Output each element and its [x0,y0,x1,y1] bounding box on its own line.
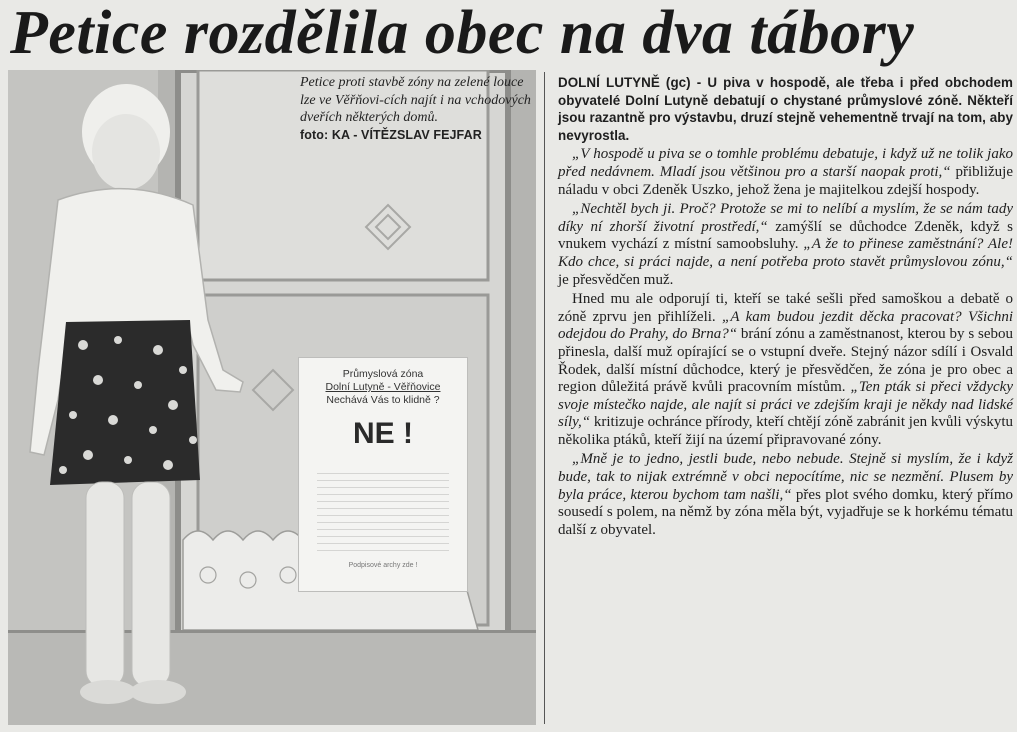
text: je přesvědčen muž. [558,271,674,288]
article-body [558,74,1013,539]
column-divider [544,72,545,724]
article-headline: Petice rozdělila obec na dva tábory [10,0,915,67]
quote: „Ten pták si přeci vždycky svoje místečko najde, ale najít si práci ve zdejším kraji je někdy nad lidské síly,“ [558,379,1013,431]
quote: „V hospodě u piva se o tomhle problému debatuje, i když už ne tolik jako před nedávnem. Mladí jsou většinou pro a starší naopak proti,“ [558,146,1013,180]
paragraph-3 [558,291,1013,449]
text: přibližuje náladu v obci Zdeněk Uszko, jehož žena je majitelkou zdejší hospody. [558,163,1014,198]
poster-footer: Podpisové archy zde ! [348,562,418,569]
poster-line-3: Nechává Vás to klidně ? [326,394,440,406]
poster-line-1: Průmyslová zóna [342,368,424,380]
paragraph-1 [558,146,1013,199]
article-lead: DOLNÍ LUTYNĚ (gc) - U piva v hospodě, ale třeba i před obchodem obyvatelé Dolní Lutyně debatují o chystané průmyslové zóně. Někteří jsou razantně pro výstavbu, druzí stejně vehementně trvají na tom, aby nevyrostla. [558,75,1013,143]
photo-credit: foto: KA - VÍTĚZSLAV FEJFAR [300,127,482,142]
text: přes plot svého domku, který přímo sousedí s polem, na němž by zóna měla být, vyjadřuje se k horkému tématu další z obyvatel. [558,486,1014,538]
quote: „A kam budou jezdit děcka pracovat? Všichni odejdou do Prahy, do Brna?“ [558,308,1013,343]
text: brání zónu a zaměstnanost, kterou by s sebou přinesla, další muž opírající se o vstupní dveře. Stejný názor sdílí i Osvald Řodek, další místní důchodce, který je přesvědčen, že zóna je pro obec a region důležitá právě kvůli pracovním místům. [558,326,1013,396]
quote: „Mně je to jedno, jestli bude, nebo nebude. Stejně si myslím, že i když bude, tak to nijak extrémně v obci nepocítíme, nic se nezmění. Plusem by byla práce, kterou bychom tam našli,“ [558,451,1013,503]
article-photo [8,70,536,725]
photo-caption [300,74,532,144]
caption-text: Petice proti stavbě zóny na zelené louce lze ve Věřňovi-cích najít i na vchodových dveřích některých domů. [300,75,531,125]
quote: „A že to přinese zaměstnání? Ale! Kdo chce, si práci najde, a není potřeba proto stavět průmyslovou zónu,“ [558,236,1013,270]
paragraph-4 [558,451,1013,539]
text: zamýšlí se důchodce Zdeněk, když s vnukem vychází z místní samoobsluhy. [558,218,1013,253]
text: Hned mu ale odporují ti, kteří se také sešli před samoškou a debatě o zóně zprvu jen přihlíželi. [558,291,1013,325]
poster-small-print [317,467,449,552]
paragraph-2 [558,201,1013,289]
quote: „Nechtěl bych ji. Proč? Protože se mi to nelíbí a myslím, že se nám tady díky ní zhorší životní prostředí,“ [558,201,1013,235]
text: kritizuje ochránce přírody, kteří chtějí zóně zabránit jen kvůli výskytu několika ptáků, kteří žijí na území připravované zóny. [558,414,1013,448]
petition-poster [298,357,468,592]
poster-big-text: NE ! [353,417,413,450]
poster-line-2: Dolní Lutyně - Věřňovice [325,381,441,393]
